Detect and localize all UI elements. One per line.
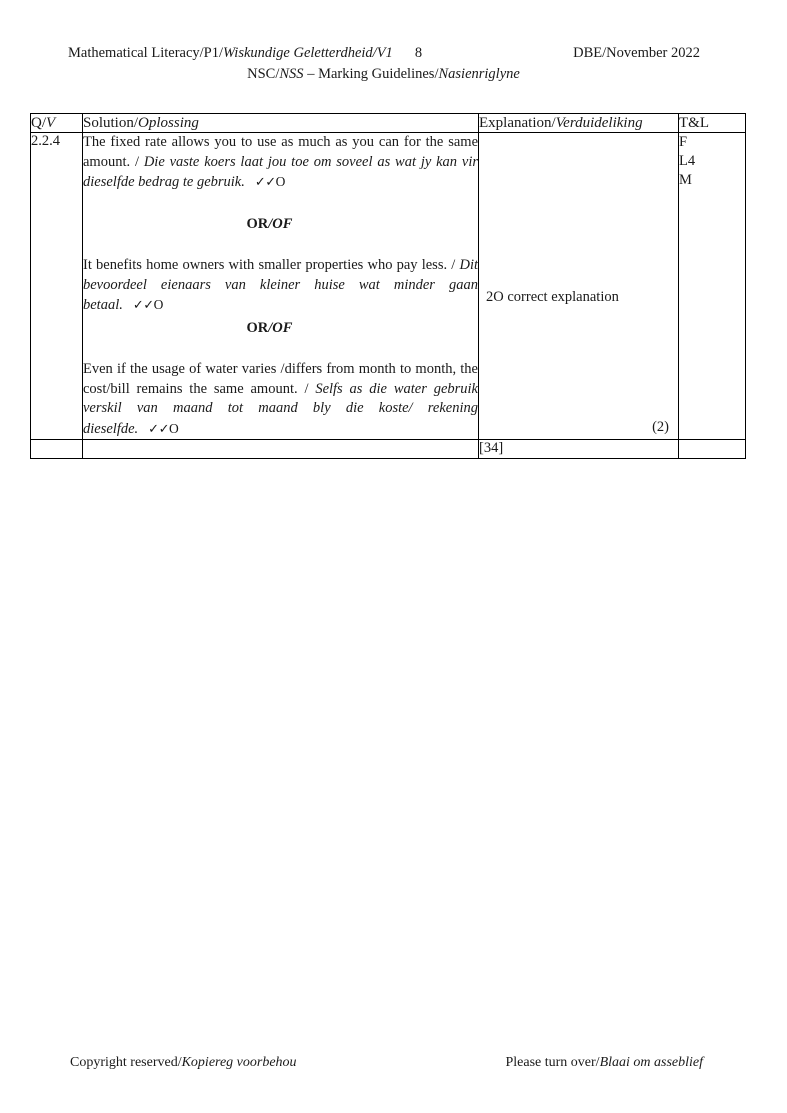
answer-1-af: Die vaste koers laat jou toe om soveel as wat jy kan vir dieselfde bedrag te gebruik. (83, 153, 478, 190)
header-subject (30, 44, 422, 63)
spacer (83, 193, 478, 212)
page-footer (30, 1055, 745, 1071)
column-header-qv-en: Q/ (31, 115, 46, 131)
total-marks-row (31, 440, 746, 459)
taxonomy-item-level: L4 (679, 153, 696, 169)
footer-turn-over (505, 1055, 745, 1071)
footer-copyright (30, 1055, 297, 1071)
header-line-2 (30, 65, 745, 84)
circle-mark-3: O (168, 420, 179, 436)
spacer (83, 237, 478, 256)
total-marks-value: [34] (479, 440, 679, 459)
marking-guidelines-table (30, 113, 746, 459)
footer-copyright-en: Copyright reserved/ (70, 1055, 182, 1070)
header-curriculum-af: NSS (279, 66, 304, 82)
page-number: 8 (414, 45, 423, 61)
header-guideline-af: Nasienriglyne (438, 66, 520, 82)
question-number-cell: 2.2.4 (31, 133, 83, 440)
column-header-explanation-en: Explanation/ (479, 115, 556, 131)
header-guideline-en: – Marking Guidelines/ (303, 66, 439, 82)
answer-option-3 (83, 360, 478, 439)
tick-marks-3: ✓✓ (148, 421, 169, 437)
circle-mark-2: O (153, 297, 164, 312)
total-row-solution-blank (83, 440, 479, 459)
or-label-af-1: /OF (268, 215, 293, 232)
answer-2-af: Dit bevoordeel eienaars van kleiner huise wat minder gaan betaal. (83, 257, 478, 313)
taxonomy-item-m: M (679, 172, 692, 188)
explanation-marks: (2) (652, 419, 669, 435)
solution-cell (83, 133, 479, 440)
answer-1-en: The fixed rate allows you to use as much as you can for the same amount. / (83, 134, 478, 170)
header-subject-en: Mathematical Literacy/P1/ (68, 45, 224, 61)
column-header-qv-af: V (46, 115, 56, 131)
or-label-en-2: OR (246, 319, 269, 336)
page-header (30, 44, 745, 84)
header-exam-body: DBE/November 2022 (573, 45, 700, 61)
or-label-en-1: OR (246, 215, 269, 232)
or-label-af-2: /OF (268, 319, 293, 336)
column-header-solution-en: Solution/ (83, 115, 139, 131)
taxonomy-cell (679, 133, 746, 440)
table-header-row (31, 114, 746, 133)
column-header-qv (31, 114, 83, 133)
column-header-explanation-af: Verduideliking (555, 115, 643, 131)
footer-turn-over-en: Please turn over/ (505, 1055, 600, 1070)
spacer (83, 341, 478, 360)
footer-copyright-af: Kopiereg voorbehou (181, 1055, 297, 1070)
circle-mark-1: O (275, 174, 286, 189)
table-row (31, 133, 746, 440)
answer-option-2 (83, 256, 478, 316)
footer-turn-over-af: Blaai om asseblief (599, 1055, 703, 1070)
answer-3-en: Even if the usage of water varies /differs from month to month, the cost/bill remains the same amount. / (83, 361, 478, 397)
answer-option-1 (83, 133, 478, 193)
total-row-qv-blank (31, 440, 83, 459)
tick-marks-2: ✓✓ (132, 298, 154, 313)
tick-marks-1: ✓✓ (254, 175, 276, 190)
or-divider-1 (83, 215, 478, 235)
header-line-1 (30, 44, 745, 63)
column-header-tl: T&L (679, 114, 746, 133)
taxonomy-item-f: F (679, 134, 688, 150)
header-curriculum-en: NSC/ (247, 66, 280, 82)
explanation-text: 2O correct explanation (486, 289, 619, 305)
total-row-tl-blank (679, 440, 746, 459)
answer-3-af: Selfs as die water gebruik verskil van maand tot maand bly die koste/ rekening dieselfde. (83, 380, 478, 437)
column-header-solution-af: Oplossing (138, 115, 199, 131)
column-header-explanation (479, 114, 679, 133)
explanation-cell (479, 133, 679, 440)
answer-2-en: It benefits home owners with smaller properties who pay less. / (83, 257, 460, 273)
column-header-solution (83, 114, 479, 133)
header-subject-af: Wiskundige Geletterdheid/V1 (223, 45, 393, 61)
or-divider-2 (83, 319, 478, 339)
